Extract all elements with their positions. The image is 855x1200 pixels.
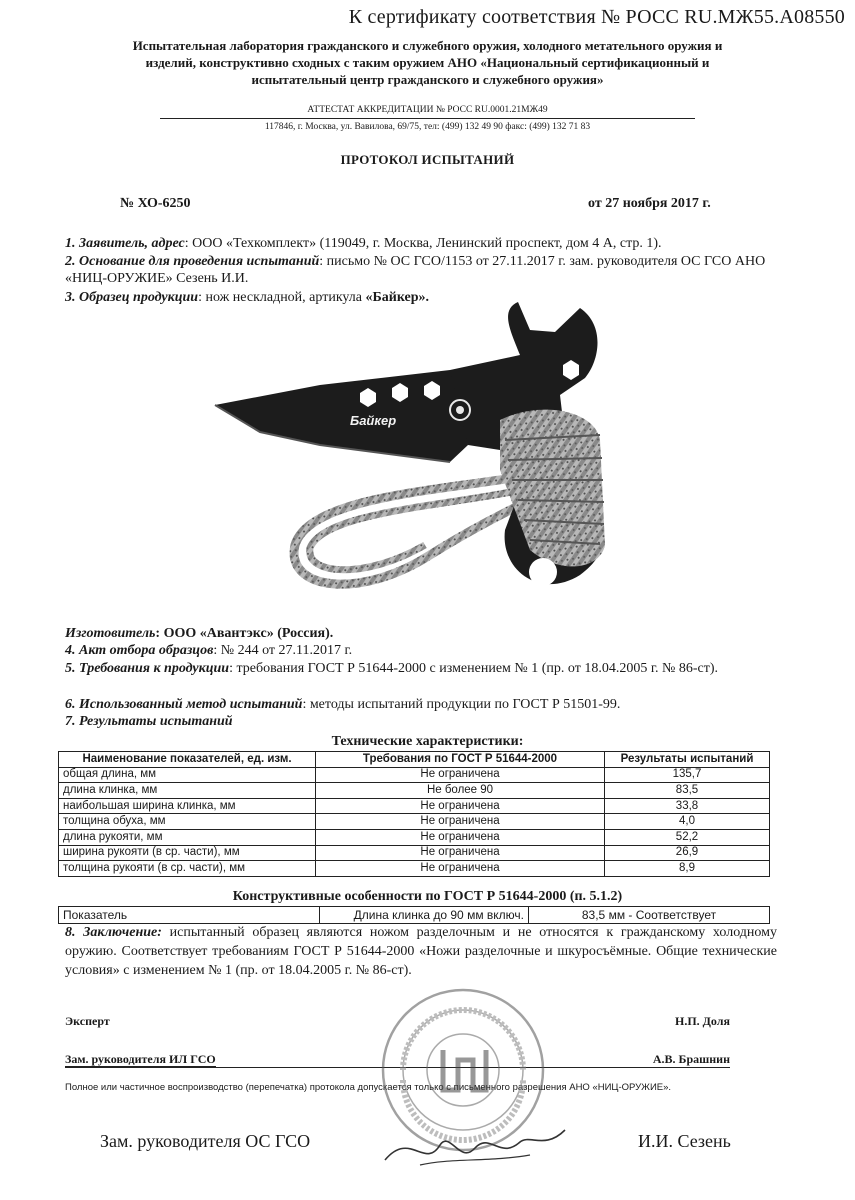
spec-requirement: Не ограничена <box>316 829 605 845</box>
table-row <box>59 783 770 799</box>
sample-article: «Байкер». <box>365 290 430 305</box>
spec-result: 33,8 <box>605 798 770 814</box>
item-applicant <box>65 235 777 252</box>
lab-address: 117846, г. Москва, ул. Вавилова, 69/75, тел: (499) 132 49 90 факс: (499) 132 71 83 <box>160 118 695 134</box>
basis-text: : письмо № ОС ГСО/1153 от 27.11.2017 г. зам. руководителя ОС ГСО АНО «НИЦ-ОРУЖИЕ» Сезень И.И. <box>65 254 766 286</box>
reproduction-disclaimer: Полное или частичное воспроизводство (перепечатка) протокола допускается только с письменного разрешения АНО «НИЦ-ОРУЖИЕ». <box>65 1082 672 1093</box>
spec-requirement: Не ограничена <box>316 845 605 861</box>
results-label: 7. Результаты испытаний <box>65 714 233 729</box>
spec-name: толщина рукояти (в ср. части), мм <box>59 861 316 877</box>
manufacturer-label: Изготовитель <box>65 626 156 641</box>
sample-label: 3. Образец продукции <box>65 290 199 305</box>
spec-requirement: Не ограничена <box>316 767 605 783</box>
expert-name: Н.П. Доля <box>675 1014 730 1028</box>
constructive-table <box>58 906 770 924</box>
sample-text: : нож нескладной, артикула <box>198 290 366 305</box>
specs-header-name: Наименование показателей, ед. изм. <box>59 752 316 768</box>
spec-result: 26,9 <box>605 845 770 861</box>
spec-result: 52,2 <box>605 829 770 845</box>
specs-caption: Технические характеристики: <box>331 734 524 749</box>
table-row <box>59 845 770 861</box>
spec-result: 83,5 <box>605 783 770 799</box>
spec-name: наибольшая ширина клинка, мм <box>59 798 316 814</box>
spec-requirement: Не ограничена <box>316 861 605 877</box>
spec-result: 8,9 <box>605 861 770 877</box>
os-deputy-name: И.И. Сезень <box>638 1131 731 1151</box>
constructive-title: Конструктивные особенности по ГОСТ Р 51644-2000 (п. 5.1.2) <box>232 889 623 904</box>
spec-requirement: Не более 90 <box>316 783 605 799</box>
conclusion-label: 8. Заключение: <box>65 925 162 940</box>
requirements-label: 5. Требования к продукции <box>65 661 230 676</box>
item-sampling-act <box>65 642 777 659</box>
table-row <box>59 907 770 924</box>
requirements-text: : требования ГОСТ Р 51644-2000 с изменением № 1 (пр. от 18.04.2005 г. № 86-ст). <box>229 661 719 676</box>
table-row <box>59 814 770 830</box>
lab-title <box>70 37 785 88</box>
manufacturer-text: : ООО «Авантэкс» (Россия). <box>155 626 334 641</box>
lab-title-line-2: изделий, конструктивно сходных с таким оружием АНО «Национальный сертификационный и <box>145 55 710 70</box>
os-deputy-role: Зам. руководителя ОС ГСО <box>100 1131 311 1151</box>
constructive-indicator: Показатель <box>59 907 320 924</box>
table-row <box>59 798 770 814</box>
spec-requirement: Не ограничена <box>316 798 605 814</box>
spec-name: длина клинка, мм <box>59 783 316 799</box>
spec-name: общая длина, мм <box>59 767 316 783</box>
method-text: : методы испытаний продукции по ГОСТ Р 51501-99. <box>302 697 621 712</box>
conclusion <box>65 923 777 980</box>
specs-table <box>58 751 770 877</box>
conclusion-text: испытанный образец являются ножом разделочным и не относятся к гражданскому холодному оружию. Соответствует требованиям ГОСТ Р 51644-2000 «Ножи разделочные и шкуросъёмные. Общие технические условия» с изменением № 1 (пр. от 18.04.2005 г. № 86-ст). <box>65 925 777 978</box>
item-basis <box>65 253 777 287</box>
sampling-act-label: 4. Акт отбора образцов <box>65 643 214 658</box>
lab-title-line-1: Испытательная лаборатория гражданского и служебного оружия, холодного метательного оружия и <box>132 38 723 53</box>
protocol-number: № ХО-6250 <box>120 196 191 211</box>
specs-header-row <box>59 752 770 768</box>
accreditation-block <box>70 103 785 134</box>
specs-header-requirement: Требования по ГОСТ Р 51644-2000 <box>316 752 605 768</box>
knife-blade-label: Байкер <box>350 413 397 428</box>
accreditation-number: АТТЕСТАТ АККРЕДИТАЦИИ № РОСС RU.0001.21МЖ49 <box>307 105 548 115</box>
method-label: 6. Использованный метод испытаний <box>65 697 303 712</box>
certificate-reference: К сертификату соответствия № РОСС RU.МЖ55.А08550 <box>348 6 845 28</box>
item-requirements <box>65 660 777 677</box>
constructive-requirement: Длина клинка до 90 мм включ. <box>320 907 529 924</box>
spec-name: толщина обуха, мм <box>59 814 316 830</box>
basis-label: 2. Основание для проведения испытаний <box>65 254 320 269</box>
spec-requirement: Не ограничена <box>316 814 605 830</box>
table-row <box>59 767 770 783</box>
protocol-date: от 27 ноября 2017 г. <box>588 196 711 211</box>
applicant-label: 1. Заявитель, адрес <box>65 236 185 251</box>
table-row <box>59 861 770 877</box>
sampling-act-text: : № 244 от 27.11.2017 г. <box>213 643 353 658</box>
protocol-title: ПРОТОКОЛ ИСПЫТАНИЙ <box>340 152 515 167</box>
knife-photo <box>200 300 640 630</box>
table-row <box>59 829 770 845</box>
deputy-name: А.В. Брашнин <box>652 1052 730 1066</box>
deputy-role: Зам. руководителя ИЛ ГСО <box>65 1052 216 1066</box>
lab-title-line-3: испытательный центр гражданского и служебного оружия» <box>251 72 604 87</box>
item-method <box>65 696 777 713</box>
applicant-text: : ООО «Техкомплект» (119049, г. Москва, Ленинский проспект, дом 4 А, стр. 1). <box>184 236 662 251</box>
spec-name: длина рукояти, мм <box>59 829 316 845</box>
spec-result: 135,7 <box>605 767 770 783</box>
spec-name: ширина рукояти (в ср. части), мм <box>59 845 316 861</box>
specs-header-result: Результаты испытаний <box>605 752 770 768</box>
handwritten-signature-icon <box>380 1120 570 1175</box>
item-results <box>65 713 777 730</box>
bottle-opener-hole <box>529 558 557 586</box>
expert-role: Эксперт <box>65 1014 110 1028</box>
constructive-result: 83,5 мм - Соответствует <box>529 907 770 924</box>
item-manufacturer <box>65 625 777 642</box>
spec-result: 4,0 <box>605 814 770 830</box>
